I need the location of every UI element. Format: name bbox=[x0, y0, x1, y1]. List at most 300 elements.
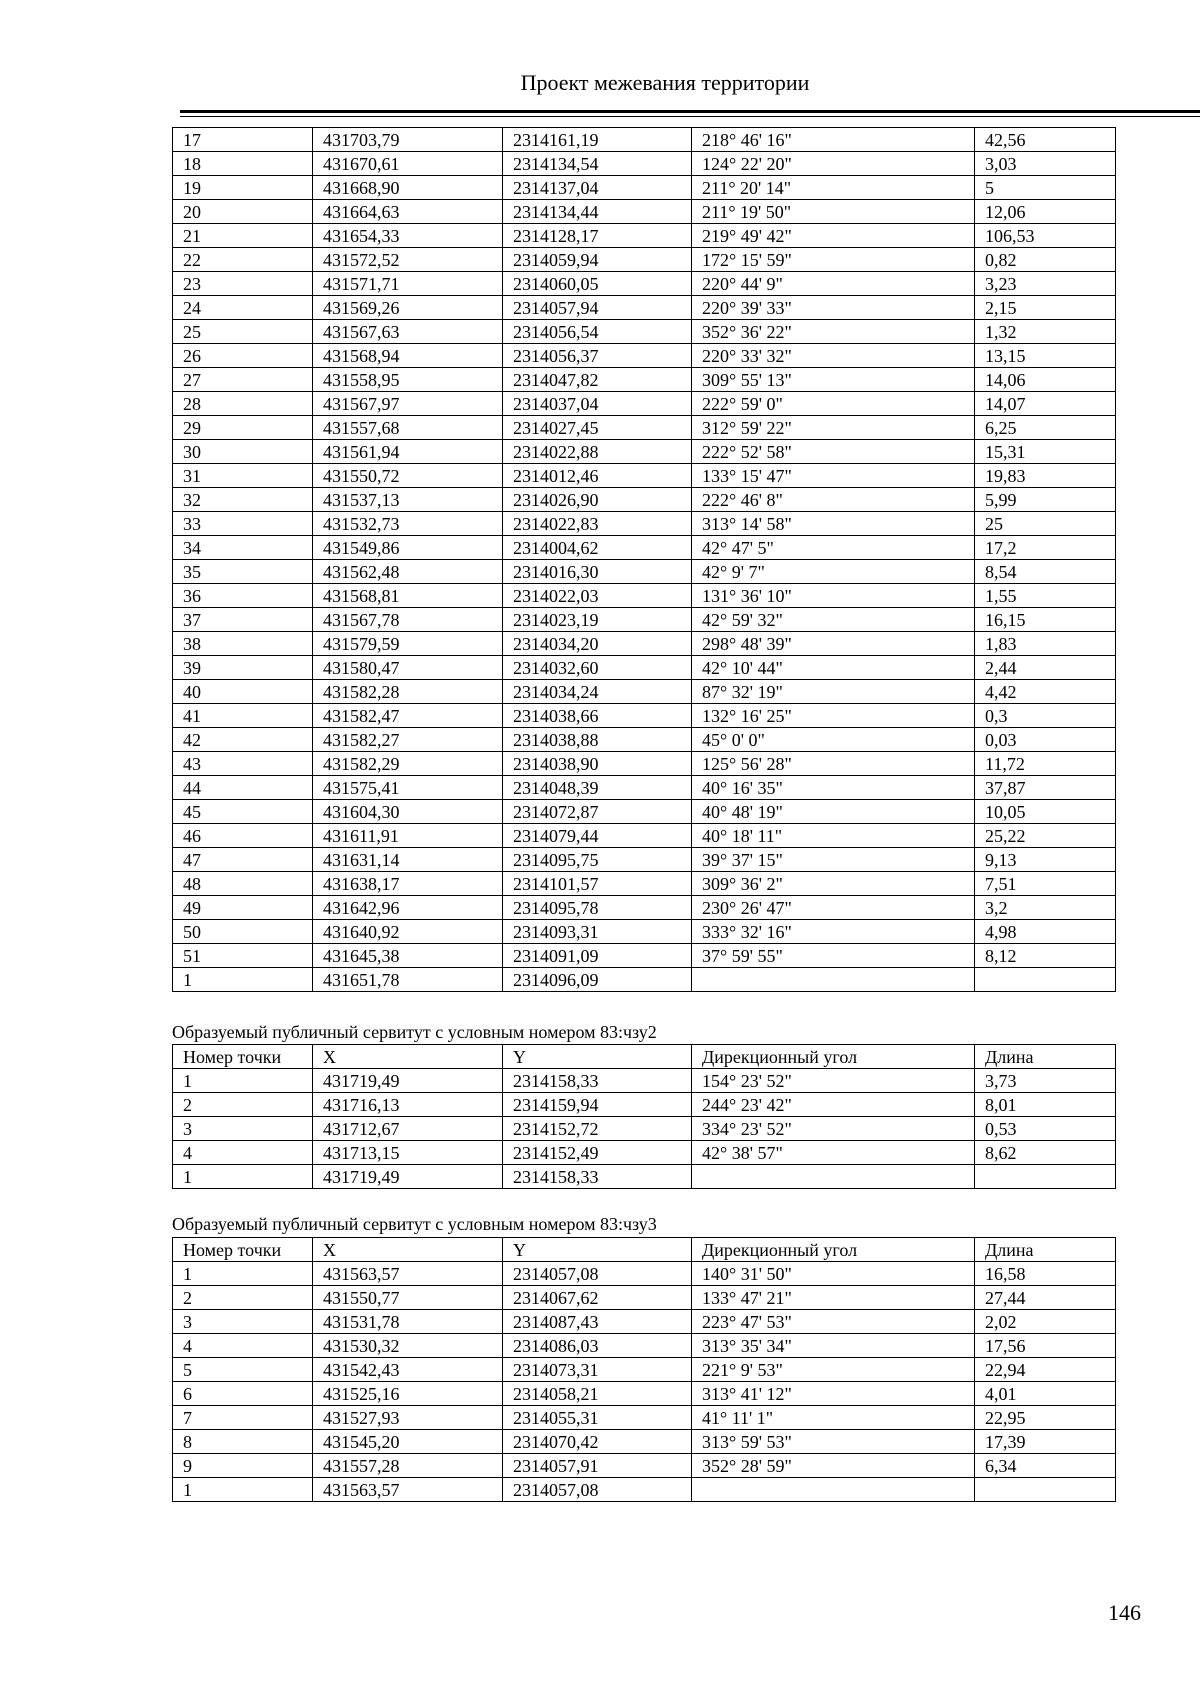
table-row bbox=[173, 824, 1116, 848]
table-cell: 218° 46' 16" bbox=[692, 128, 975, 152]
table-row bbox=[173, 1069, 1116, 1093]
table-cell: 431582,47 bbox=[313, 704, 503, 728]
table-row bbox=[173, 488, 1116, 512]
table-cell: 125° 56' 28" bbox=[692, 752, 975, 776]
table-cell: 2314034,24 bbox=[503, 680, 692, 704]
table-cell: 230° 26' 47" bbox=[692, 896, 975, 920]
table-cell: 431562,48 bbox=[313, 560, 503, 584]
table-cell: 431545,20 bbox=[313, 1430, 503, 1454]
table-cell: 6 bbox=[173, 1382, 313, 1406]
table-cell: 19,83 bbox=[975, 464, 1116, 488]
table-row bbox=[173, 1334, 1116, 1358]
table-cell: 50 bbox=[173, 920, 313, 944]
table-cell: 0,82 bbox=[975, 248, 1116, 272]
table-cell: 2314038,88 bbox=[503, 728, 692, 752]
table-cell: 431611,91 bbox=[313, 824, 503, 848]
table-cell: 10,05 bbox=[975, 800, 1116, 824]
table-cell: 22,95 bbox=[975, 1406, 1116, 1430]
table-cell: 2314022,83 bbox=[503, 512, 692, 536]
header-cell: Номер точки bbox=[173, 1045, 313, 1069]
table-cell: 3,23 bbox=[975, 272, 1116, 296]
table-cell: 431638,17 bbox=[313, 872, 503, 896]
table-cell: 2314004,62 bbox=[503, 536, 692, 560]
table-cell: 49 bbox=[173, 896, 313, 920]
table-cell: 32 bbox=[173, 488, 313, 512]
table-cell: 30 bbox=[173, 440, 313, 464]
table-cell: 431670,61 bbox=[313, 152, 503, 176]
table-cell: 431582,27 bbox=[313, 728, 503, 752]
table-cell: 2314026,90 bbox=[503, 488, 692, 512]
table-row bbox=[173, 968, 1116, 992]
table-cell: 2314079,44 bbox=[503, 824, 692, 848]
table-cell: 2314016,30 bbox=[503, 560, 692, 584]
table-cell: 2 bbox=[173, 1286, 313, 1310]
table-cell: 21 bbox=[173, 224, 313, 248]
table-cell: 22,94 bbox=[975, 1358, 1116, 1382]
table-cell: 140° 31' 50" bbox=[692, 1262, 975, 1286]
table-cell: 334° 23' 52" bbox=[692, 1117, 975, 1141]
table-cell: 5 bbox=[173, 1358, 313, 1382]
header-cell: Y bbox=[503, 1238, 692, 1262]
table-row bbox=[173, 1093, 1116, 1117]
table-cell: 2 bbox=[173, 1093, 313, 1117]
table-cell: 2,44 bbox=[975, 656, 1116, 680]
table-cell: 38 bbox=[173, 632, 313, 656]
table-cell: 29 bbox=[173, 416, 313, 440]
table-row bbox=[173, 1262, 1116, 1286]
table-cell: 431664,63 bbox=[313, 200, 503, 224]
table-cell: 431719,49 bbox=[313, 1069, 503, 1093]
table-row bbox=[173, 1430, 1116, 1454]
table-row bbox=[173, 1141, 1116, 1165]
table-cell: 2314059,94 bbox=[503, 248, 692, 272]
table-cell: 220° 39' 33" bbox=[692, 296, 975, 320]
table-cell: 313° 41' 12" bbox=[692, 1382, 975, 1406]
table-cell: 27,44 bbox=[975, 1286, 1116, 1310]
table-cell: 8,01 bbox=[975, 1093, 1116, 1117]
table-cell: 3,73 bbox=[975, 1069, 1116, 1093]
table-row bbox=[173, 704, 1116, 728]
table-cell: 431604,30 bbox=[313, 800, 503, 824]
table-cell: 39 bbox=[173, 656, 313, 680]
table-cell: 35 bbox=[173, 560, 313, 584]
header-cell: Номер точки bbox=[173, 1238, 313, 1262]
table-cell: 2314038,66 bbox=[503, 704, 692, 728]
table-row bbox=[173, 632, 1116, 656]
table-cell: 431713,15 bbox=[313, 1141, 503, 1165]
table-cell: 8,54 bbox=[975, 560, 1116, 584]
table-cell: 17,2 bbox=[975, 536, 1116, 560]
table-cell: 352° 28' 59" bbox=[692, 1454, 975, 1478]
table-cell: 34 bbox=[173, 536, 313, 560]
table-cell: 8,62 bbox=[975, 1141, 1116, 1165]
table-cell: 2,15 bbox=[975, 296, 1116, 320]
table-row bbox=[173, 752, 1116, 776]
table-cell: 431712,67 bbox=[313, 1117, 503, 1141]
table-cell: 40° 48' 19" bbox=[692, 800, 975, 824]
table-cell: 1 bbox=[173, 1165, 313, 1189]
table-cell: 2314032,60 bbox=[503, 656, 692, 680]
header-cell: Длина bbox=[975, 1045, 1116, 1069]
table-cell: 431645,38 bbox=[313, 944, 503, 968]
table-cell: 431580,47 bbox=[313, 656, 503, 680]
table-cell: 8 bbox=[173, 1430, 313, 1454]
table-cell: 43 bbox=[173, 752, 313, 776]
table-cell: 42° 9' 7" bbox=[692, 560, 975, 584]
table-cell: 2314057,91 bbox=[503, 1454, 692, 1478]
table-cell: 51 bbox=[173, 944, 313, 968]
table-cell: 1 bbox=[173, 968, 313, 992]
table-row bbox=[173, 584, 1116, 608]
table-row bbox=[173, 440, 1116, 464]
table-cell: 431719,49 bbox=[313, 1165, 503, 1189]
table-row bbox=[173, 392, 1116, 416]
table-row bbox=[173, 416, 1116, 440]
table-row bbox=[173, 512, 1116, 536]
table-cell: 1 bbox=[173, 1262, 313, 1286]
table-cell: 2314057,08 bbox=[503, 1478, 692, 1502]
table-cell: 2314095,78 bbox=[503, 896, 692, 920]
table-header-row bbox=[173, 1238, 1116, 1262]
table-row bbox=[173, 1165, 1116, 1189]
table-cell: 298° 48' 39" bbox=[692, 632, 975, 656]
table-cell: 2314048,39 bbox=[503, 776, 692, 800]
table-cell: 9 bbox=[173, 1454, 313, 1478]
table-cell: 40 bbox=[173, 680, 313, 704]
table-cell: 2314134,54 bbox=[503, 152, 692, 176]
table-cell: 42° 10' 44" bbox=[692, 656, 975, 680]
table-cell: 133° 15' 47" bbox=[692, 464, 975, 488]
table-cell: 13,15 bbox=[975, 344, 1116, 368]
table-cell: 431557,28 bbox=[313, 1454, 503, 1478]
table-row bbox=[173, 152, 1116, 176]
table-cell: 431550,77 bbox=[313, 1286, 503, 1310]
table-row bbox=[173, 560, 1116, 584]
table-cell: 2314070,42 bbox=[503, 1430, 692, 1454]
table-cell: 47 bbox=[173, 848, 313, 872]
table-row bbox=[173, 872, 1116, 896]
table-cell: 2314134,44 bbox=[503, 200, 692, 224]
table-cell: 2314128,17 bbox=[503, 224, 692, 248]
table-row bbox=[173, 344, 1116, 368]
table-cell: 221° 9' 53" bbox=[692, 1358, 975, 1382]
table-cell: 25,22 bbox=[975, 824, 1116, 848]
table-cell: 2314055,31 bbox=[503, 1406, 692, 1430]
table-cell: 431532,73 bbox=[313, 512, 503, 536]
table-row bbox=[173, 608, 1116, 632]
table-cell: 4 bbox=[173, 1334, 313, 1358]
table-cell: 2314057,94 bbox=[503, 296, 692, 320]
table-cell: 40° 16' 35" bbox=[692, 776, 975, 800]
table-cell: 2314060,05 bbox=[503, 272, 692, 296]
table-row bbox=[173, 1358, 1116, 1382]
table-cell: 28 bbox=[173, 392, 313, 416]
table-cell: 431651,78 bbox=[313, 968, 503, 992]
table-cell: 431668,90 bbox=[313, 176, 503, 200]
table-cell: 309° 55' 13" bbox=[692, 368, 975, 392]
table-cell: 37 bbox=[173, 608, 313, 632]
table-cell: 5 bbox=[975, 176, 1116, 200]
table-cell: 223° 47' 53" bbox=[692, 1310, 975, 1334]
table-cell: 25 bbox=[173, 320, 313, 344]
table-cell: 2314093,31 bbox=[503, 920, 692, 944]
table-cell: 312° 59' 22" bbox=[692, 416, 975, 440]
table-caption-chzu2: Образуемый публичный сервитут с условным номером 83:чзу2 bbox=[172, 1022, 657, 1042]
table-cell: 41 bbox=[173, 704, 313, 728]
table-cell: 3,03 bbox=[975, 152, 1116, 176]
table-row bbox=[173, 776, 1116, 800]
table-cell: 2314137,04 bbox=[503, 176, 692, 200]
table-cell: 22 bbox=[173, 248, 313, 272]
table-cell: 2314091,09 bbox=[503, 944, 692, 968]
table-cell: 2314152,72 bbox=[503, 1117, 692, 1141]
table-cell: 431531,78 bbox=[313, 1310, 503, 1334]
table-cell: 431654,33 bbox=[313, 224, 503, 248]
table-row bbox=[173, 1478, 1116, 1502]
table-cell: 431631,14 bbox=[313, 848, 503, 872]
table-cell: 2314034,20 bbox=[503, 632, 692, 656]
page-header-title: Проект межевания территории bbox=[520, 70, 810, 95]
table-cell: 431561,94 bbox=[313, 440, 503, 464]
header-rule-thin bbox=[180, 116, 1200, 117]
table-cell: 36 bbox=[173, 584, 313, 608]
table-cell: 26 bbox=[173, 344, 313, 368]
table-row bbox=[173, 1406, 1116, 1430]
header-cell: Дирекционный угол bbox=[692, 1238, 975, 1262]
table-row bbox=[173, 1286, 1116, 1310]
table-row bbox=[173, 536, 1116, 560]
table-cell: 431525,16 bbox=[313, 1382, 503, 1406]
table-cell: 2314158,33 bbox=[503, 1165, 692, 1189]
table-cell: 431563,57 bbox=[313, 1262, 503, 1286]
table-cell: 219° 49' 42" bbox=[692, 224, 975, 248]
table-cell: 431572,52 bbox=[313, 248, 503, 272]
table-cell: 42° 47' 5" bbox=[692, 536, 975, 560]
table-cell: 2314087,43 bbox=[503, 1310, 692, 1334]
table-row bbox=[173, 848, 1116, 872]
table-cell: 15,31 bbox=[975, 440, 1116, 464]
table-cell: 431567,78 bbox=[313, 608, 503, 632]
table-cell bbox=[975, 1165, 1116, 1189]
table-cell: 3,2 bbox=[975, 896, 1116, 920]
table-cell: 12,06 bbox=[975, 200, 1116, 224]
table-cell: 133° 47' 21" bbox=[692, 1286, 975, 1310]
table-cell: 2314161,19 bbox=[503, 128, 692, 152]
table-cell: 11,72 bbox=[975, 752, 1116, 776]
table-cell: 40° 18' 11" bbox=[692, 824, 975, 848]
table-cell: 37,87 bbox=[975, 776, 1116, 800]
table-cell: 4,01 bbox=[975, 1382, 1116, 1406]
table-cell: 48 bbox=[173, 872, 313, 896]
table-cell: 431579,59 bbox=[313, 632, 503, 656]
table-cell: 24 bbox=[173, 296, 313, 320]
table-cell: 309° 36' 2" bbox=[692, 872, 975, 896]
table-row bbox=[173, 1117, 1116, 1141]
table-cell: 39° 37' 15" bbox=[692, 848, 975, 872]
table-cell bbox=[975, 1478, 1116, 1502]
table-cell: 2314023,19 bbox=[503, 608, 692, 632]
table-row bbox=[173, 176, 1116, 200]
header-cell: X bbox=[313, 1045, 503, 1069]
table-cell: 431537,13 bbox=[313, 488, 503, 512]
table-cell: 44 bbox=[173, 776, 313, 800]
table-cell: 3 bbox=[173, 1117, 313, 1141]
table-cell: 27 bbox=[173, 368, 313, 392]
table-cell: 431549,86 bbox=[313, 536, 503, 560]
table-row bbox=[173, 464, 1116, 488]
table-cell bbox=[975, 968, 1116, 992]
table-cell: 431582,28 bbox=[313, 680, 503, 704]
table-cell: 1,55 bbox=[975, 584, 1116, 608]
header-rule-thick bbox=[180, 110, 1200, 113]
table-cell: 16,58 bbox=[975, 1262, 1116, 1286]
table-row bbox=[173, 944, 1116, 968]
table-cell: 220° 44' 9" bbox=[692, 272, 975, 296]
table-cell: 8,12 bbox=[975, 944, 1116, 968]
table-cell: 211° 20' 14" bbox=[692, 176, 975, 200]
table-cell: 2314057,08 bbox=[503, 1262, 692, 1286]
table-cell: 7,51 bbox=[975, 872, 1116, 896]
table-cell: 313° 35' 34" bbox=[692, 1334, 975, 1358]
table-cell: 431571,71 bbox=[313, 272, 503, 296]
table-cell: 2,02 bbox=[975, 1310, 1116, 1334]
table-cell: 23 bbox=[173, 272, 313, 296]
table-cell: 2314012,46 bbox=[503, 464, 692, 488]
table-cell: 14,07 bbox=[975, 392, 1116, 416]
table-row bbox=[173, 128, 1116, 152]
table-cell bbox=[692, 968, 975, 992]
table-cell: 1 bbox=[173, 1069, 313, 1093]
coordinates-table-chzu3 bbox=[172, 1237, 1116, 1502]
table-cell: 14,06 bbox=[975, 368, 1116, 392]
table-cell: 42,56 bbox=[975, 128, 1116, 152]
table-cell: 17,56 bbox=[975, 1334, 1116, 1358]
table-cell: 2314073,31 bbox=[503, 1358, 692, 1382]
table-row bbox=[173, 728, 1116, 752]
header-cell: X bbox=[313, 1238, 503, 1262]
table-cell: 313° 14' 58" bbox=[692, 512, 975, 536]
table-cell: 0,53 bbox=[975, 1117, 1116, 1141]
table-cell: 37° 59' 55" bbox=[692, 944, 975, 968]
table-row bbox=[173, 920, 1116, 944]
table-cell: 87° 32' 19" bbox=[692, 680, 975, 704]
table-row bbox=[173, 368, 1116, 392]
table-cell: 172° 15' 59" bbox=[692, 248, 975, 272]
table-cell: 4,42 bbox=[975, 680, 1116, 704]
table-cell: 2314152,49 bbox=[503, 1141, 692, 1165]
table-cell: 42° 38' 57" bbox=[692, 1141, 975, 1165]
table-cell: 3 bbox=[173, 1310, 313, 1334]
table-cell: 132° 16' 25" bbox=[692, 704, 975, 728]
table-cell: 33 bbox=[173, 512, 313, 536]
table-cell: 2314101,57 bbox=[503, 872, 692, 896]
table-cell bbox=[692, 1165, 975, 1189]
table-cell: 7 bbox=[173, 1406, 313, 1430]
table-cell: 431527,93 bbox=[313, 1406, 503, 1430]
table-row bbox=[173, 296, 1116, 320]
table-cell: 0,3 bbox=[975, 704, 1116, 728]
page-number: 146 bbox=[1108, 1600, 1141, 1625]
table-cell: 17,39 bbox=[975, 1430, 1116, 1454]
table-cell: 431563,57 bbox=[313, 1478, 503, 1502]
table-cell: 431642,96 bbox=[313, 896, 503, 920]
table-row bbox=[173, 320, 1116, 344]
table-cell: 2314067,62 bbox=[503, 1286, 692, 1310]
table-cell: 2314095,75 bbox=[503, 848, 692, 872]
table-cell: 313° 59' 53" bbox=[692, 1430, 975, 1454]
table-cell: 431568,81 bbox=[313, 584, 503, 608]
table-cell: 431542,43 bbox=[313, 1358, 503, 1382]
table-row bbox=[173, 248, 1116, 272]
table-cell: 222° 46' 8" bbox=[692, 488, 975, 512]
table-cell: 244° 23' 42" bbox=[692, 1093, 975, 1117]
table-cell: 220° 33' 32" bbox=[692, 344, 975, 368]
table-cell: 124° 22' 20" bbox=[692, 152, 975, 176]
table-cell: 431703,79 bbox=[313, 128, 503, 152]
table-row bbox=[173, 1454, 1116, 1478]
table-cell: 154° 23' 52" bbox=[692, 1069, 975, 1093]
table-cell: 6,25 bbox=[975, 416, 1116, 440]
table-cell: 431567,97 bbox=[313, 392, 503, 416]
table-row bbox=[173, 800, 1116, 824]
table-row bbox=[173, 224, 1116, 248]
table-cell: 1 bbox=[173, 1478, 313, 1502]
coordinates-table-continued bbox=[172, 127, 1116, 992]
table-caption-chzu3: Образуемый публичный сервитут с условным номером 83:чзу3 bbox=[172, 1214, 657, 1234]
table-row bbox=[173, 1382, 1116, 1406]
table-cell: 431550,72 bbox=[313, 464, 503, 488]
table-cell: 352° 36' 22" bbox=[692, 320, 975, 344]
table-cell: 431530,32 bbox=[313, 1334, 503, 1358]
table-cell: 45° 0' 0" bbox=[692, 728, 975, 752]
table-cell: 5,99 bbox=[975, 488, 1116, 512]
table-cell: 4,98 bbox=[975, 920, 1116, 944]
table-cell: 45 bbox=[173, 800, 313, 824]
table-cell: 9,13 bbox=[975, 848, 1116, 872]
table-cell: 333° 32' 16" bbox=[692, 920, 975, 944]
table-cell: 2314096,09 bbox=[503, 968, 692, 992]
table-cell: 42 bbox=[173, 728, 313, 752]
table-cell: 2314159,94 bbox=[503, 1093, 692, 1117]
table-cell: 19 bbox=[173, 176, 313, 200]
table-cell: 20 bbox=[173, 200, 313, 224]
table-cell: 431716,13 bbox=[313, 1093, 503, 1117]
header-cell: Y bbox=[503, 1045, 692, 1069]
header-cell: Дирекционный угол bbox=[692, 1045, 975, 1069]
table-cell: 1,83 bbox=[975, 632, 1116, 656]
coordinates-table-chzu2 bbox=[172, 1044, 1116, 1189]
table-cell: 0,03 bbox=[975, 728, 1116, 752]
table-cell: 2314056,54 bbox=[503, 320, 692, 344]
table-cell: 2314047,82 bbox=[503, 368, 692, 392]
table-cell: 6,34 bbox=[975, 1454, 1116, 1478]
table-row bbox=[173, 656, 1116, 680]
table-cell: 4 bbox=[173, 1141, 313, 1165]
table-cell: 16,15 bbox=[975, 608, 1116, 632]
table-cell: 2314058,21 bbox=[503, 1382, 692, 1406]
table-cell: 18 bbox=[173, 152, 313, 176]
table-cell: 31 bbox=[173, 464, 313, 488]
table-cell: 2314037,04 bbox=[503, 392, 692, 416]
table-cell: 431557,68 bbox=[313, 416, 503, 440]
table-row bbox=[173, 200, 1116, 224]
table-cell: 2314072,87 bbox=[503, 800, 692, 824]
table-cell: 2314056,37 bbox=[503, 344, 692, 368]
table-cell: 41° 11' 1" bbox=[692, 1406, 975, 1430]
table-cell: 222° 59' 0" bbox=[692, 392, 975, 416]
table-cell: 25 bbox=[975, 512, 1116, 536]
table-cell: 1,32 bbox=[975, 320, 1116, 344]
